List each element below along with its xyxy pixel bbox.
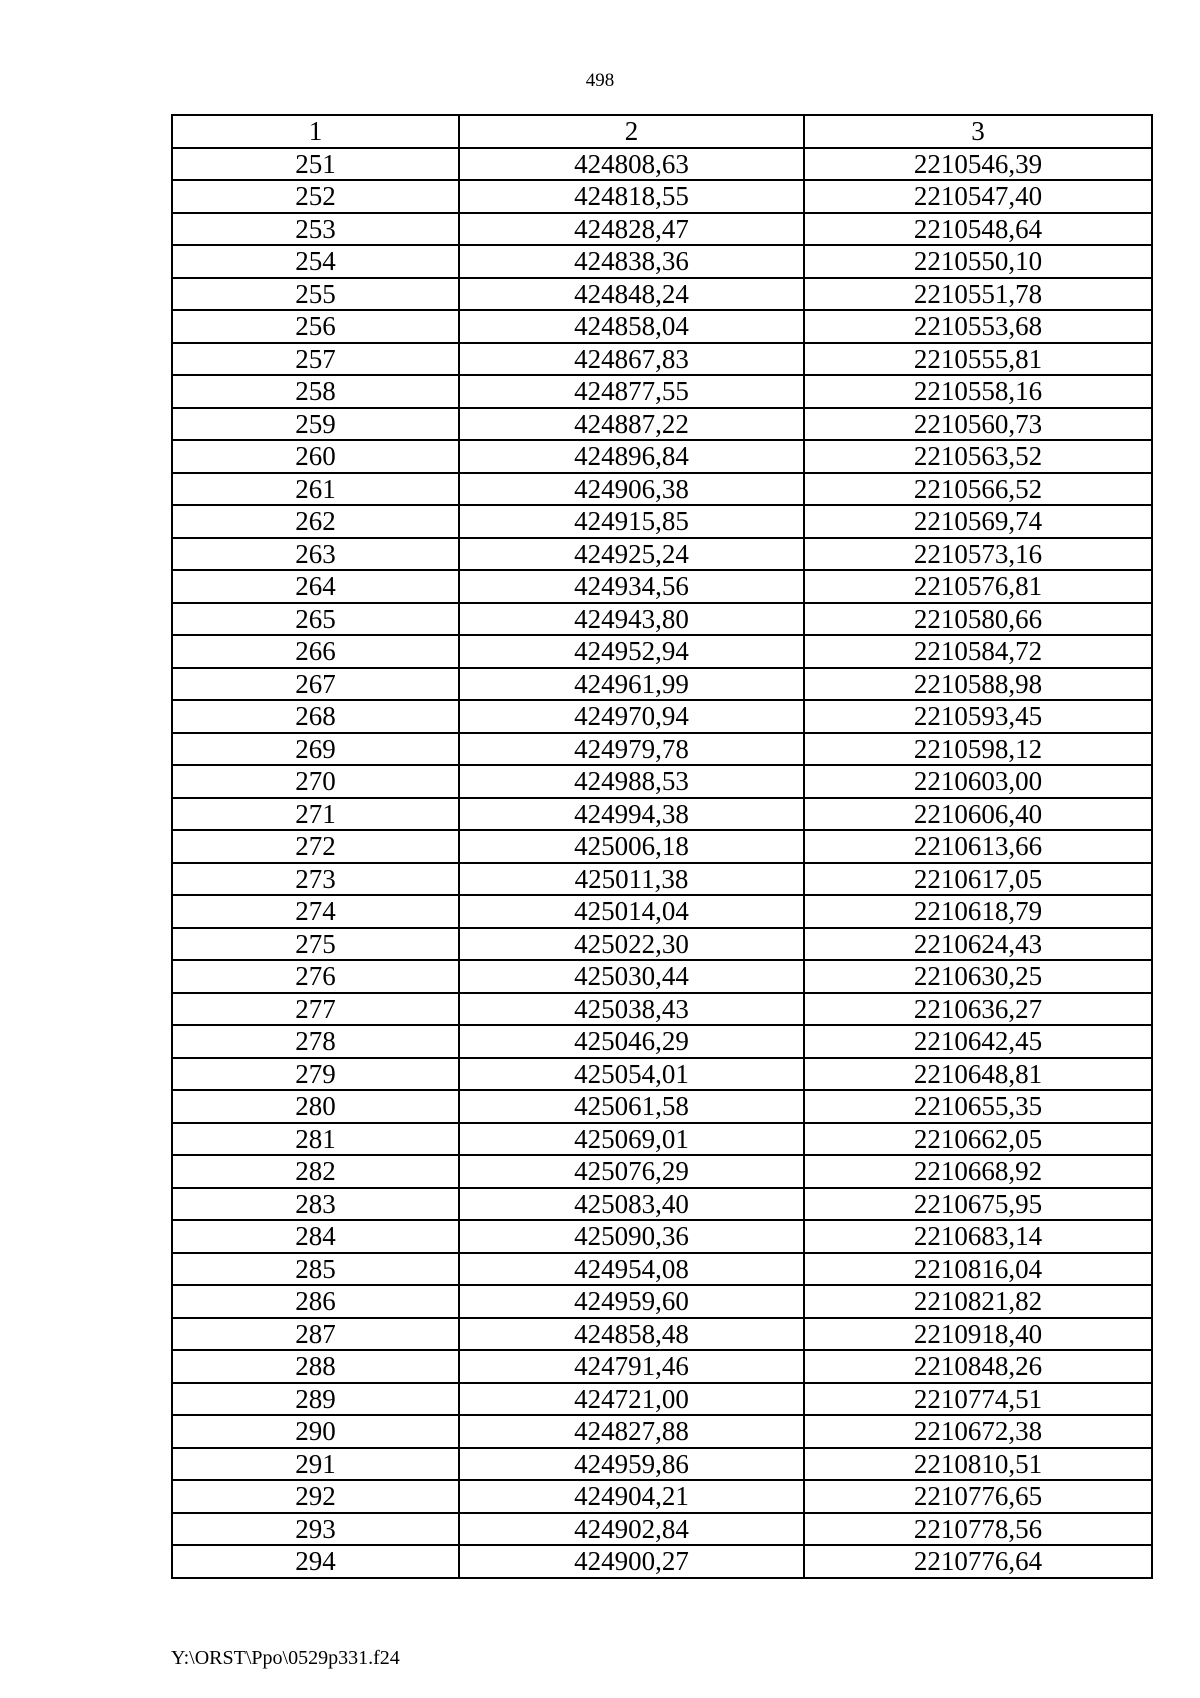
x-coordinate-cell: 425038,43 bbox=[459, 993, 804, 1026]
point-number-cell: 293 bbox=[172, 1513, 459, 1546]
x-coordinate-cell: 425090,36 bbox=[459, 1220, 804, 1253]
y-coordinate-cell: 2210558,16 bbox=[804, 375, 1152, 408]
point-number-cell: 288 bbox=[172, 1350, 459, 1383]
point-number-cell: 277 bbox=[172, 993, 459, 1026]
x-coordinate-cell: 424954,08 bbox=[459, 1253, 804, 1286]
x-coordinate-cell: 424858,04 bbox=[459, 310, 804, 343]
table-row bbox=[172, 1318, 1152, 1351]
y-coordinate-cell: 2210606,40 bbox=[804, 798, 1152, 831]
y-coordinate-cell: 2210560,73 bbox=[804, 408, 1152, 441]
table-row bbox=[172, 668, 1152, 701]
point-number-cell: 282 bbox=[172, 1155, 459, 1188]
point-number-cell: 275 bbox=[172, 928, 459, 961]
x-coordinate-cell: 424721,00 bbox=[459, 1383, 804, 1416]
table-row bbox=[172, 278, 1152, 311]
point-number-cell: 266 bbox=[172, 635, 459, 668]
y-coordinate-cell: 2210569,74 bbox=[804, 505, 1152, 538]
table-row bbox=[172, 1025, 1152, 1058]
y-coordinate-cell: 2210563,52 bbox=[804, 440, 1152, 473]
point-number-cell: 264 bbox=[172, 570, 459, 603]
y-coordinate-cell: 2210603,00 bbox=[804, 765, 1152, 798]
x-coordinate-cell: 424970,94 bbox=[459, 700, 804, 733]
table-row bbox=[172, 473, 1152, 506]
y-coordinate-cell: 2210588,98 bbox=[804, 668, 1152, 701]
point-number-cell: 273 bbox=[172, 863, 459, 896]
table-row bbox=[172, 1383, 1152, 1416]
y-coordinate-cell: 2210555,81 bbox=[804, 343, 1152, 376]
x-coordinate-cell: 424994,38 bbox=[459, 798, 804, 831]
table-row bbox=[172, 245, 1152, 278]
y-coordinate-cell: 2210546,39 bbox=[804, 148, 1152, 181]
table-row bbox=[172, 635, 1152, 668]
point-number-cell: 263 bbox=[172, 538, 459, 571]
y-coordinate-cell: 2210675,95 bbox=[804, 1188, 1152, 1221]
x-coordinate-cell: 424877,55 bbox=[459, 375, 804, 408]
column-header-1: 1 bbox=[172, 115, 459, 148]
x-coordinate-cell: 424808,63 bbox=[459, 148, 804, 181]
x-coordinate-cell: 425083,40 bbox=[459, 1188, 804, 1221]
point-number-cell: 265 bbox=[172, 603, 459, 636]
x-coordinate-cell: 425046,29 bbox=[459, 1025, 804, 1058]
x-coordinate-cell: 424867,83 bbox=[459, 343, 804, 376]
x-coordinate-cell: 424904,21 bbox=[459, 1480, 804, 1513]
table-row bbox=[172, 375, 1152, 408]
x-coordinate-cell: 424952,94 bbox=[459, 635, 804, 668]
coordinates-table bbox=[171, 114, 1153, 1579]
point-number-cell: 269 bbox=[172, 733, 459, 766]
point-number-cell: 276 bbox=[172, 960, 459, 993]
point-number-cell: 294 bbox=[172, 1545, 459, 1578]
point-number-cell: 258 bbox=[172, 375, 459, 408]
x-coordinate-cell: 424827,88 bbox=[459, 1415, 804, 1448]
x-coordinate-cell: 424838,36 bbox=[459, 245, 804, 278]
point-number-cell: 257 bbox=[172, 343, 459, 376]
point-number-cell: 271 bbox=[172, 798, 459, 831]
point-number-cell: 278 bbox=[172, 1025, 459, 1058]
x-coordinate-cell: 424896,84 bbox=[459, 440, 804, 473]
table-row bbox=[172, 343, 1152, 376]
point-number-cell: 259 bbox=[172, 408, 459, 441]
point-number-cell: 272 bbox=[172, 830, 459, 863]
table-row bbox=[172, 505, 1152, 538]
x-coordinate-cell: 424915,85 bbox=[459, 505, 804, 538]
point-number-cell: 291 bbox=[172, 1448, 459, 1481]
point-number-cell: 283 bbox=[172, 1188, 459, 1221]
footer-file-path: Y:\ORST\Ppo\0529p331.f24 bbox=[171, 1647, 400, 1669]
x-coordinate-cell: 425011,38 bbox=[459, 863, 804, 896]
table-row bbox=[172, 960, 1152, 993]
point-number-cell: 252 bbox=[172, 180, 459, 213]
x-coordinate-cell: 425069,01 bbox=[459, 1123, 804, 1156]
y-coordinate-cell: 2210642,45 bbox=[804, 1025, 1152, 1058]
point-number-cell: 279 bbox=[172, 1058, 459, 1091]
table-row bbox=[172, 700, 1152, 733]
table-row bbox=[172, 1350, 1152, 1383]
y-coordinate-cell: 2210584,72 bbox=[804, 635, 1152, 668]
y-coordinate-cell: 2210636,27 bbox=[804, 993, 1152, 1026]
point-number-cell: 262 bbox=[172, 505, 459, 538]
point-number-cell: 270 bbox=[172, 765, 459, 798]
table-row bbox=[172, 440, 1152, 473]
x-coordinate-cell: 425061,58 bbox=[459, 1090, 804, 1123]
point-number-cell: 286 bbox=[172, 1285, 459, 1318]
x-coordinate-cell: 425054,01 bbox=[459, 1058, 804, 1091]
y-coordinate-cell: 2210547,40 bbox=[804, 180, 1152, 213]
point-number-cell: 267 bbox=[172, 668, 459, 701]
table-row bbox=[172, 180, 1152, 213]
point-number-cell: 253 bbox=[172, 213, 459, 246]
point-number-cell: 261 bbox=[172, 473, 459, 506]
table-row bbox=[172, 798, 1152, 831]
point-number-cell: 292 bbox=[172, 1480, 459, 1513]
table-row bbox=[172, 1220, 1152, 1253]
y-coordinate-cell: 2210617,05 bbox=[804, 863, 1152, 896]
y-coordinate-cell: 2210776,64 bbox=[804, 1545, 1152, 1578]
x-coordinate-cell: 424959,86 bbox=[459, 1448, 804, 1481]
y-coordinate-cell: 2210655,35 bbox=[804, 1090, 1152, 1123]
table-row bbox=[172, 1480, 1152, 1513]
x-coordinate-cell: 424959,60 bbox=[459, 1285, 804, 1318]
point-number-cell: 287 bbox=[172, 1318, 459, 1351]
point-number-cell: 285 bbox=[172, 1253, 459, 1286]
table-row bbox=[172, 570, 1152, 603]
x-coordinate-cell: 424848,24 bbox=[459, 278, 804, 311]
column-header-3: 3 bbox=[804, 115, 1152, 148]
point-number-cell: 260 bbox=[172, 440, 459, 473]
y-coordinate-cell: 2210624,43 bbox=[804, 928, 1152, 961]
x-coordinate-cell: 424818,55 bbox=[459, 180, 804, 213]
y-coordinate-cell: 2210593,45 bbox=[804, 700, 1152, 733]
point-number-cell: 255 bbox=[172, 278, 459, 311]
y-coordinate-cell: 2210848,26 bbox=[804, 1350, 1152, 1383]
x-coordinate-cell: 424906,38 bbox=[459, 473, 804, 506]
y-coordinate-cell: 2210566,52 bbox=[804, 473, 1152, 506]
x-coordinate-cell: 425076,29 bbox=[459, 1155, 804, 1188]
x-coordinate-cell: 424988,53 bbox=[459, 765, 804, 798]
y-coordinate-cell: 2210668,92 bbox=[804, 1155, 1152, 1188]
y-coordinate-cell: 2210672,38 bbox=[804, 1415, 1152, 1448]
table-row bbox=[172, 993, 1152, 1026]
x-coordinate-cell: 424887,22 bbox=[459, 408, 804, 441]
table-row bbox=[172, 1415, 1152, 1448]
table-row bbox=[172, 1188, 1152, 1221]
table-row bbox=[172, 538, 1152, 571]
x-coordinate-cell: 424858,48 bbox=[459, 1318, 804, 1351]
y-coordinate-cell: 2210576,81 bbox=[804, 570, 1152, 603]
point-number-cell: 251 bbox=[172, 148, 459, 181]
point-number-cell: 289 bbox=[172, 1383, 459, 1416]
x-coordinate-cell: 425006,18 bbox=[459, 830, 804, 863]
x-coordinate-cell: 424925,24 bbox=[459, 538, 804, 571]
y-coordinate-cell: 2210662,05 bbox=[804, 1123, 1152, 1156]
y-coordinate-cell: 2210598,12 bbox=[804, 733, 1152, 766]
y-coordinate-cell: 2210548,64 bbox=[804, 213, 1152, 246]
point-number-cell: 284 bbox=[172, 1220, 459, 1253]
y-coordinate-cell: 2210648,81 bbox=[804, 1058, 1152, 1091]
x-coordinate-cell: 424902,84 bbox=[459, 1513, 804, 1546]
y-coordinate-cell: 2210816,04 bbox=[804, 1253, 1152, 1286]
table-row bbox=[172, 1285, 1152, 1318]
table-row bbox=[172, 148, 1152, 181]
y-coordinate-cell: 2210550,10 bbox=[804, 245, 1152, 278]
x-coordinate-cell: 424900,27 bbox=[459, 1545, 804, 1578]
table-row bbox=[172, 310, 1152, 343]
y-coordinate-cell: 2210573,16 bbox=[804, 538, 1152, 571]
y-coordinate-cell: 2210774,51 bbox=[804, 1383, 1152, 1416]
column-header-2: 2 bbox=[459, 115, 804, 148]
point-number-cell: 268 bbox=[172, 700, 459, 733]
y-coordinate-cell: 2210683,14 bbox=[804, 1220, 1152, 1253]
table-row bbox=[172, 1448, 1152, 1481]
point-number-cell: 281 bbox=[172, 1123, 459, 1156]
point-number-cell: 290 bbox=[172, 1415, 459, 1448]
x-coordinate-cell: 425014,04 bbox=[459, 895, 804, 928]
table-row bbox=[172, 863, 1152, 896]
table-row bbox=[172, 830, 1152, 863]
table-row bbox=[172, 928, 1152, 961]
x-coordinate-cell: 424943,80 bbox=[459, 603, 804, 636]
x-coordinate-cell: 424961,99 bbox=[459, 668, 804, 701]
y-coordinate-cell: 2210918,40 bbox=[804, 1318, 1152, 1351]
y-coordinate-cell: 2210821,82 bbox=[804, 1285, 1152, 1318]
table-row bbox=[172, 408, 1152, 441]
table-row bbox=[172, 1090, 1152, 1123]
y-coordinate-cell: 2210778,56 bbox=[804, 1513, 1152, 1546]
y-coordinate-cell: 2210810,51 bbox=[804, 1448, 1152, 1481]
table-row bbox=[172, 1058, 1152, 1091]
table-row bbox=[172, 1253, 1152, 1286]
x-coordinate-cell: 424934,56 bbox=[459, 570, 804, 603]
x-coordinate-cell: 425022,30 bbox=[459, 928, 804, 961]
point-number-cell: 274 bbox=[172, 895, 459, 928]
y-coordinate-cell: 2210553,68 bbox=[804, 310, 1152, 343]
y-coordinate-cell: 2210776,65 bbox=[804, 1480, 1152, 1513]
table-row bbox=[172, 603, 1152, 636]
table-row bbox=[172, 1123, 1152, 1156]
point-number-cell: 254 bbox=[172, 245, 459, 278]
table-row bbox=[172, 895, 1152, 928]
x-coordinate-cell: 425030,44 bbox=[459, 960, 804, 993]
table-header bbox=[172, 115, 1152, 148]
x-coordinate-cell: 424791,46 bbox=[459, 1350, 804, 1383]
y-coordinate-cell: 2210613,66 bbox=[804, 830, 1152, 863]
table-row bbox=[172, 1513, 1152, 1546]
y-coordinate-cell: 2210551,78 bbox=[804, 278, 1152, 311]
y-coordinate-cell: 2210618,79 bbox=[804, 895, 1152, 928]
table-row bbox=[172, 733, 1152, 766]
y-coordinate-cell: 2210630,25 bbox=[804, 960, 1152, 993]
table-row bbox=[172, 765, 1152, 798]
table-row bbox=[172, 1545, 1152, 1578]
page-number: 498 bbox=[585, 70, 615, 91]
point-number-cell: 280 bbox=[172, 1090, 459, 1123]
table-row bbox=[172, 1155, 1152, 1188]
x-coordinate-cell: 424828,47 bbox=[459, 213, 804, 246]
x-coordinate-cell: 424979,78 bbox=[459, 733, 804, 766]
table-row bbox=[172, 213, 1152, 246]
table-body bbox=[172, 148, 1152, 1578]
header-row bbox=[172, 115, 1152, 148]
y-coordinate-cell: 2210580,66 bbox=[804, 603, 1152, 636]
point-number-cell: 256 bbox=[172, 310, 459, 343]
